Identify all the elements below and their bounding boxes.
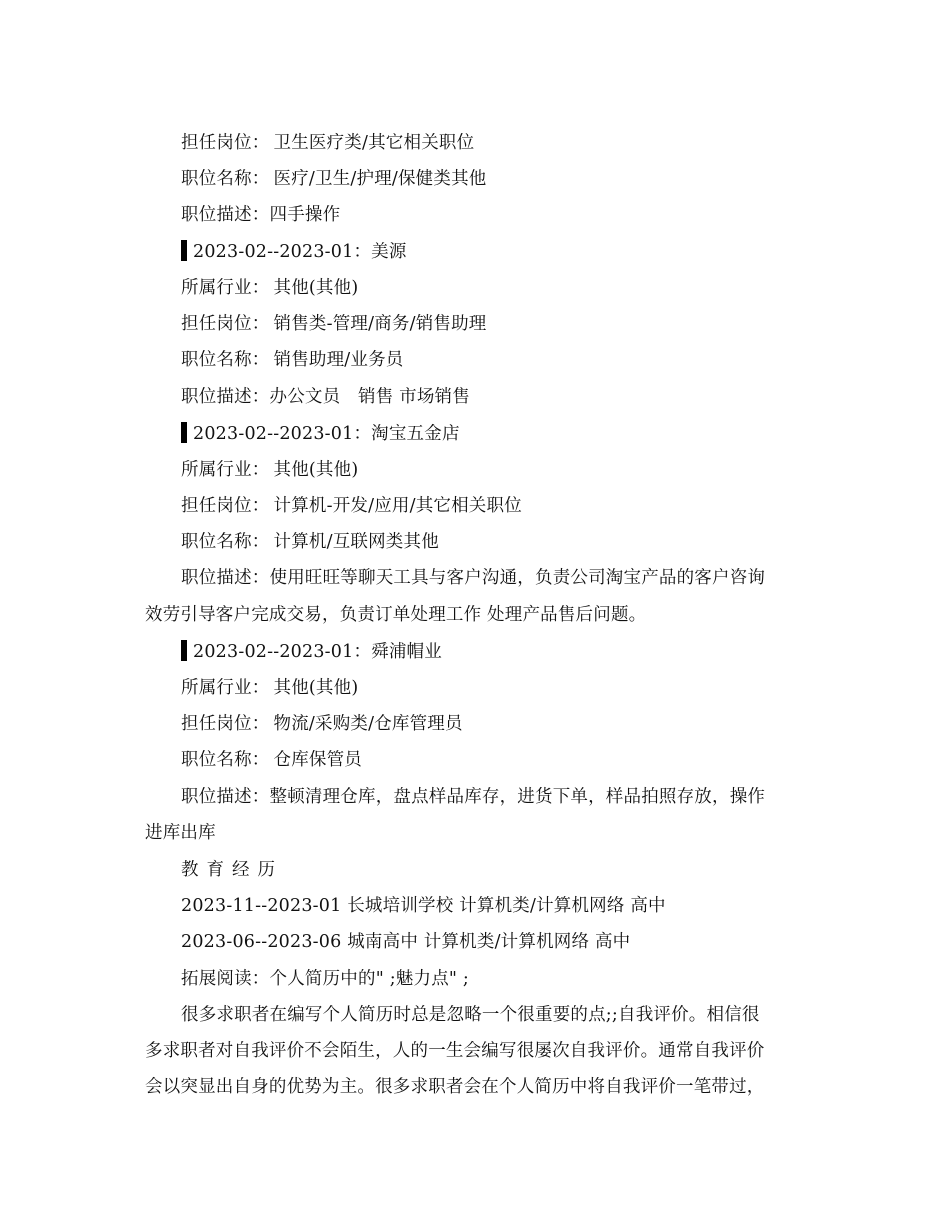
job-name-row — [181, 345, 404, 375]
job-desc-row — [181, 382, 470, 412]
section-marker-icon — [181, 240, 187, 261]
field-label: 所属行业： — [181, 460, 270, 480]
field-value: 医疗/卫生/护理/保健类其他 — [273, 169, 487, 189]
job-header-text: 2023-02--2023-01：美源 — [193, 242, 407, 262]
job-header-text: 2023-02--2023-01：淘宝五金店 — [193, 424, 460, 444]
section-marker-icon — [181, 422, 187, 443]
field-value: 整顿清理仓库，盘点样品库存，进货下单，样品拍照存放，操作 — [269, 787, 766, 807]
field-value: 其他(其他) — [273, 278, 359, 298]
job-name-row — [181, 745, 362, 775]
field-label: 所属行业： — [181, 278, 270, 298]
job-desc-continuation: 效劳引导客户完成交易，负责订单处理工作 处理产品售后问题。 — [145, 605, 647, 625]
prev-job-name-row — [181, 164, 487, 194]
job-desc-row — [181, 563, 765, 593]
job-header-text: 2023-02--2023-01：舜浦帽业 — [193, 642, 442, 662]
field-value: 物流/采购类/仓库管理员 — [273, 714, 463, 734]
job-header — [181, 637, 442, 667]
job-desc-continuation: 进库出库 — [145, 823, 216, 843]
field-label: 职位名称： — [181, 169, 270, 189]
field-value: 销售类-管理/商务/销售助理 — [273, 314, 487, 334]
field-value: 办公文员 销售 市场销售 — [269, 387, 470, 407]
education-section-title: 教育经历 — [181, 860, 283, 880]
field-label: 职位描述： — [181, 205, 270, 225]
job-position-row — [181, 309, 487, 339]
extended-reading-heading: 拓展阅读：个人简历中的" ;魅力点" ; — [181, 969, 470, 989]
field-value: 销售助理/业务员 — [273, 350, 404, 370]
education-item: 2023-06--2023-06 城南高中 计算机类/计算机网络 高中 — [181, 932, 631, 952]
field-label: 职位名称： — [181, 750, 270, 770]
section-marker-icon — [181, 640, 187, 661]
field-value: 仓库保管员 — [273, 750, 362, 770]
field-label: 担任岗位： — [181, 133, 270, 153]
field-value: 卫生医疗类/其它相关职位 — [273, 133, 475, 153]
field-value: 四手操作 — [269, 205, 341, 225]
field-label: 所属行业： — [181, 678, 270, 698]
field-label: 担任岗位： — [181, 496, 270, 516]
field-value: 计算机/互联网类其他 — [273, 532, 439, 552]
field-label: 职位描述： — [181, 568, 270, 588]
field-label: 职位描述： — [181, 387, 270, 407]
job-header — [181, 237, 407, 267]
field-value: 计算机-开发/应用/其它相关职位 — [273, 496, 522, 516]
job-position-row — [181, 709, 463, 739]
paragraph-line: 多求职者对自我评价不会陌生，人的一生会编写很屡次自我评价。通常自我评价 — [145, 1041, 765, 1061]
job-desc-row — [181, 782, 765, 812]
paragraph-line: 会以突显出自身的优势为主。很多求职者会在个人简历中将自我评价一笔带过， — [145, 1077, 765, 1097]
field-label: 职位描述： — [181, 787, 270, 807]
job-name-row — [181, 527, 439, 557]
prev-job-position-row — [181, 128, 474, 158]
job-header — [181, 419, 460, 449]
job-industry-row — [181, 673, 358, 703]
education-item: 2023-11--2023-01 长城培训学校 计算机类/计算机网络 高中 — [181, 896, 666, 916]
field-label: 担任岗位： — [181, 714, 270, 734]
job-position-row — [181, 491, 522, 521]
job-industry-row — [181, 273, 358, 303]
field-value: 其他(其他) — [273, 460, 359, 480]
job-industry-row — [181, 455, 358, 485]
field-label: 担任岗位： — [181, 314, 270, 334]
field-value: 其他(其他) — [273, 678, 359, 698]
field-label: 职位名称： — [181, 532, 270, 552]
field-value: 使用旺旺等聊天工具与客户沟通，负责公司淘宝产品的客户咨询 — [269, 568, 766, 588]
field-label: 职位名称： — [181, 350, 270, 370]
paragraph-line: 很多求职者在编写个人简历时总是忽略一个很重要的点;;自我评价。相信很 — [181, 1005, 760, 1025]
prev-job-desc-row — [181, 200, 340, 230]
